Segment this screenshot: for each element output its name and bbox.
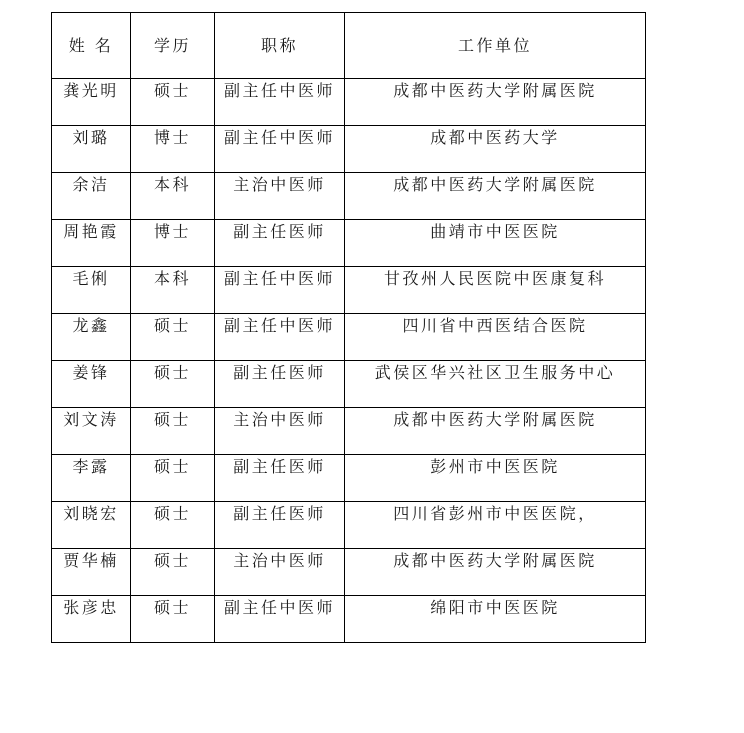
cell-workplace: 成都中医药大学附属医院 xyxy=(345,408,646,455)
cell-title: 副主任医师 xyxy=(215,220,345,267)
table-row xyxy=(52,267,646,314)
table-row xyxy=(52,361,646,408)
staff-table xyxy=(51,12,646,643)
cell-workplace: 曲靖市中医医院 xyxy=(345,220,646,267)
cell-name: 毛俐 xyxy=(52,267,131,314)
cell-workplace: 武侯区华兴社区卫生服务中心 xyxy=(345,361,646,408)
cell-name: 张彦忠 xyxy=(52,596,131,643)
cell-workplace: 绵阳市中医医院 xyxy=(345,596,646,643)
cell-education: 硕士 xyxy=(131,408,215,455)
cell-workplace: 甘孜州人民医院中医康复科 xyxy=(345,267,646,314)
cell-title: 副主任医师 xyxy=(215,455,345,502)
cell-workplace: 四川省彭州市中医医院， xyxy=(345,502,646,549)
cell-education: 硕士 xyxy=(131,361,215,408)
table-row xyxy=(52,126,646,173)
cell-education: 硕士 xyxy=(131,596,215,643)
header-title: 职称 xyxy=(215,13,345,79)
cell-name: 刘璐 xyxy=(52,126,131,173)
table-row xyxy=(52,455,646,502)
cell-title: 主治中医师 xyxy=(215,408,345,455)
cell-education: 博士 xyxy=(131,126,215,173)
cell-education: 本科 xyxy=(131,267,215,314)
table-header-row xyxy=(52,13,646,79)
cell-name: 龚光明 xyxy=(52,79,131,126)
cell-title: 副主任中医师 xyxy=(215,79,345,126)
cell-workplace: 彭州市中医医院 xyxy=(345,455,646,502)
cell-workplace: 成都中医药大学附属医院 xyxy=(345,173,646,220)
cell-education: 硕士 xyxy=(131,455,215,502)
cell-title: 副主任中医师 xyxy=(215,267,345,314)
cell-title: 主治中医师 xyxy=(215,173,345,220)
cell-education: 本科 xyxy=(131,173,215,220)
header-workplace: 工作单位 xyxy=(345,13,646,79)
cell-workplace: 四川省中西医结合医院 xyxy=(345,314,646,361)
cell-education: 博士 xyxy=(131,220,215,267)
cell-name: 余洁 xyxy=(52,173,131,220)
header-name: 姓 名 xyxy=(52,13,131,79)
table-row xyxy=(52,502,646,549)
table-row xyxy=(52,79,646,126)
cell-name: 周艳霞 xyxy=(52,220,131,267)
cell-title: 副主任医师 xyxy=(215,502,345,549)
header-education: 学历 xyxy=(131,13,215,79)
table-row xyxy=(52,220,646,267)
cell-title: 副主任中医师 xyxy=(215,596,345,643)
cell-education: 硕士 xyxy=(131,502,215,549)
table-row xyxy=(52,596,646,643)
cell-title: 副主任医师 xyxy=(215,361,345,408)
cell-education: 硕士 xyxy=(131,314,215,361)
cell-title: 副主任中医师 xyxy=(215,126,345,173)
cell-workplace: 成都中医药大学 xyxy=(345,126,646,173)
cell-title: 副主任中医师 xyxy=(215,314,345,361)
cell-education: 硕士 xyxy=(131,549,215,596)
cell-name: 刘文涛 xyxy=(52,408,131,455)
cell-name: 姜锋 xyxy=(52,361,131,408)
table-row xyxy=(52,408,646,455)
cell-name: 贾华楠 xyxy=(52,549,131,596)
table-row xyxy=(52,314,646,361)
cell-workplace: 成都中医药大学附属医院 xyxy=(345,549,646,596)
cell-education: 硕士 xyxy=(131,79,215,126)
table-row xyxy=(52,173,646,220)
cell-workplace: 成都中医药大学附属医院 xyxy=(345,79,646,126)
cell-title: 主治中医师 xyxy=(215,549,345,596)
cell-name: 李露 xyxy=(52,455,131,502)
table-row xyxy=(52,549,646,596)
cell-name: 龙鑫 xyxy=(52,314,131,361)
cell-name: 刘晓宏 xyxy=(52,502,131,549)
